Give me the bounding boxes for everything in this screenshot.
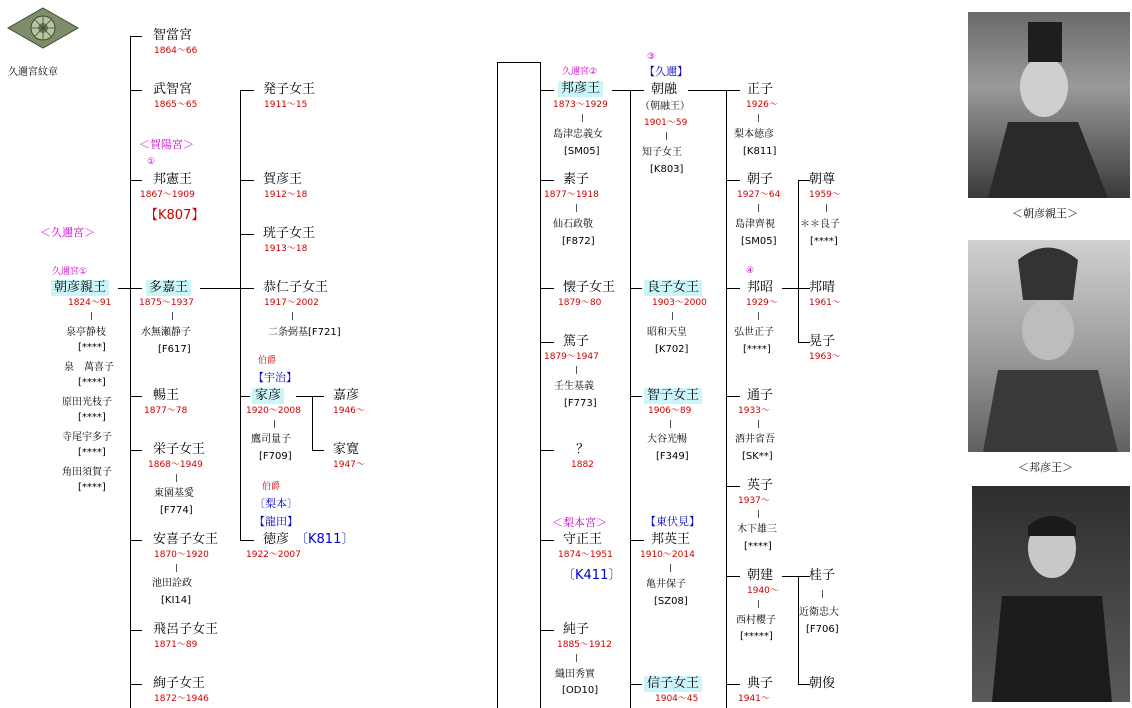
code-masako: [K811] (743, 146, 777, 157)
years-kuninori: 1867～1909 (140, 190, 195, 200)
person-asatake: 朝建 (747, 568, 774, 583)
person-akiko: 安喜子女王 (153, 532, 219, 547)
years-asahiko: 1824～91 (68, 298, 112, 308)
spouse-asako: 島津齊視 (735, 219, 775, 230)
consort-code: [****] (78, 412, 106, 423)
portrait-photo-unknown (972, 486, 1130, 702)
code-kuninori: 【K807】 (145, 208, 205, 223)
person-motoko: 素子 (563, 172, 590, 187)
person-ayako: 絢子女王 (153, 676, 206, 691)
consort-name: 原田光枝子 (62, 397, 112, 408)
code-kunihide: [SZ08] (654, 596, 688, 607)
years-takechi: 1865～65 (154, 100, 198, 110)
code-junko: [OD10] (562, 685, 599, 696)
person-hideko: 英子 (747, 478, 774, 493)
person-asako: 朝子 (747, 172, 774, 187)
person-yo: 暢王 (153, 388, 180, 403)
kuni3-number: ③ (647, 52, 656, 62)
years-yoshihiko: 1946～ (333, 406, 365, 416)
spouse-iehiko: 鷹司量子 (251, 434, 291, 445)
person-unknown: ？ (576, 442, 590, 457)
code-hideko: [****] (744, 541, 772, 552)
years-nagako: 1903～2000 (652, 298, 707, 308)
years-kuniyoshi: 1873～1929 (553, 100, 608, 110)
spouse-sakae: 東園基愛 (154, 488, 194, 499)
spouse-kyoniko: 二条弼基[F721] (268, 327, 341, 338)
person-kayahiko: 賀彦王 (263, 172, 303, 187)
consort-name: 寺尾宇多子 (62, 432, 112, 443)
spouse-kuniyoshi: 島津忠義女 (553, 129, 603, 140)
person-atsuko: 篤子 (563, 334, 590, 349)
kuni-number-label: 久邇宮① (52, 267, 88, 277)
person-kyoniko: 恭仁子女王 (263, 280, 329, 295)
trunk-line-asahiko (130, 36, 131, 708)
kuni-family-label: ＜久邇宮＞ (40, 226, 95, 239)
spouse-asatake: 西村櫻子 (736, 615, 776, 626)
person-kuniyoshi: 邦彦王 (558, 81, 603, 97)
years-ayako: 1872～1946 (154, 694, 209, 704)
person-nagako: 良子女王 (644, 280, 702, 296)
spouse-kuniaki: 弘世正子 (734, 327, 774, 338)
years-satoko: 1906～89 (648, 406, 692, 416)
crest-caption: 久邇宮紋章 (8, 67, 58, 78)
person-michiko: 通子 (747, 388, 774, 403)
years-akiko: 1870～1920 (154, 550, 209, 560)
person-satoko: 智子女王 (644, 388, 702, 404)
code-asaakira: [K803] (650, 164, 684, 175)
code-nagako: [K702] (655, 344, 689, 355)
photo-caption-kuniyoshi: ＜邦彦王＞ (1018, 461, 1073, 474)
years-hiroko: 1871～89 (154, 640, 198, 650)
years-junko: 1885～1912 (557, 640, 612, 650)
kaya-family-label: ＜賀陽宮＞ (139, 138, 194, 151)
tatsuta-label: 【龍田】 (254, 515, 298, 528)
consort-name: 角田須賀子 (62, 467, 112, 478)
branch-line-asaakira (726, 90, 727, 708)
years-kunihide: 1910～2014 (640, 550, 695, 560)
person-norihiko: 徳彦 (263, 532, 290, 547)
code-motoko: [F872] (562, 236, 595, 247)
person-hatsuko: 発子女王 (263, 82, 316, 97)
nashimoto-paren-label: 〔梨本〕 (254, 497, 298, 510)
photo-caption-asahiko: ＜朝彦親王＞ (1012, 207, 1078, 220)
years-tamako: 1913～18 (264, 244, 308, 254)
person-junko: 純子 (563, 622, 590, 637)
years-nobuko: 1904～45 (655, 694, 699, 704)
person-kuninori: 邦憲王 (153, 172, 193, 187)
portrait-photo-kuniyoshi (968, 240, 1130, 452)
hakushaku-label: 伯爵 (258, 356, 277, 366)
kaya-number-label: ① (147, 157, 156, 167)
years-iehiro: 1947～ (333, 460, 365, 470)
trunk-line-continued (497, 62, 498, 708)
person-takechi: 武智宮 (153, 82, 193, 97)
altname-asaakira: （朝融王） (640, 101, 690, 112)
consort-code: [****] (78, 377, 106, 388)
person-kunihide: 邦英王 (651, 532, 691, 547)
higashifushimi-label: 【東伏見】 (645, 515, 700, 528)
years-hideko: 1937～ (738, 496, 770, 506)
years-akiko-kuni: 1963～ (809, 352, 841, 362)
person-akiko-kuni: 晃子 (809, 334, 836, 349)
spouse-asataka: ＊＊良子 (800, 219, 840, 230)
nashimoto-family-label: ＜梨本宮＞ (552, 516, 607, 529)
years-yo: 1877～78 (144, 406, 188, 416)
spouse-satoko: 大谷光暢 (647, 434, 687, 445)
years-unknown: 1882 (571, 460, 594, 470)
years-norihiko: 1922～2007 (246, 550, 301, 560)
person-asatoshi: 朝俊 (809, 676, 836, 691)
years-kuniharu: 1961～ (809, 298, 841, 308)
person-kuniharu: 邦晴 (809, 280, 836, 295)
person-sakae: 栄子女王 (153, 442, 206, 457)
person-asaakira: 朝融 (651, 82, 678, 97)
person-yoshihiko: 嘉彦 (333, 388, 360, 403)
portrait-photo-asahiko (968, 12, 1130, 198)
spouse-atsuko: 壬生基義 (554, 381, 594, 392)
code-satoko: [F349] (656, 451, 689, 462)
uji-label: 【宇治】 (253, 371, 297, 384)
spouse-junko: 織田秀實 (555, 669, 595, 680)
spouse-kunihide: 亀井保子 (646, 579, 686, 590)
years-kuniaki: 1929～ (746, 298, 778, 308)
branch-line-kuniyoshi (630, 90, 631, 708)
consort-name: 泉 萬喜子 (64, 362, 114, 373)
consort-code: [****] (78, 342, 106, 353)
code-iehiko: [F709] (259, 451, 292, 462)
code-asako: [SM05] (741, 236, 777, 247)
person-nobuko: 信子女王 (644, 676, 702, 692)
person-keiko: 桂子 (809, 568, 836, 583)
spouse-michiko: 酒井省吾 (735, 434, 775, 445)
years-kayahiko: 1912～18 (264, 190, 308, 200)
years-morimasa: 1874～1951 (558, 550, 613, 560)
years-asataka: 1959～ (809, 190, 841, 200)
code-taka: [F617] (158, 344, 191, 355)
years-michiko: 1933～ (738, 406, 770, 416)
years-hatsuko: 1911～15 (264, 100, 308, 110)
years-sakae: 1868～1949 (148, 460, 203, 470)
kuni3-label: 【久邇】 (644, 65, 688, 78)
years-natsuko: 1879～80 (558, 298, 602, 308)
person-masako: 正子 (747, 82, 774, 97)
years-kyoniko: 1917～2002 (264, 298, 319, 308)
kuni2-label: 久邇宮② (562, 67, 598, 77)
code-sakae: [F774] (160, 505, 193, 516)
spouse-motoko: 仙石政敬 (553, 219, 593, 230)
spouse-nagako: 昭和天皇 (647, 327, 687, 338)
code-asataka: [****] (810, 236, 838, 247)
spouse-akiko: 池田詮政 (152, 578, 192, 589)
spouse-taka: 水無瀬静子 (141, 327, 191, 338)
spouse-keiko: 近衛忠大 (799, 607, 839, 618)
code-kuniaki: [****] (743, 344, 771, 355)
years-asaakira: 1901～59 (644, 118, 688, 128)
spouse-hideko: 木下雄三 (737, 524, 777, 535)
consort-code: [****] (78, 447, 106, 458)
years-asatake: 1940～ (747, 586, 779, 596)
person-iehiko: 家彦 (252, 388, 284, 404)
years-motoko: 1877～1918 (544, 190, 599, 200)
code-michiko: [SK**] (742, 451, 773, 462)
branch-line-taka (240, 90, 241, 540)
years-atsuko: 1879～1947 (544, 352, 599, 362)
crest-emblem (6, 6, 80, 50)
years-iehiko: 1920～2008 (246, 406, 301, 416)
trunk-line-col5 (540, 62, 541, 708)
code-keiko: [F706] (806, 624, 839, 635)
person-tamako: 珖子女王 (263, 226, 316, 241)
person-morimasa: 守正王 (563, 532, 603, 547)
spouse-masako: 梨本徳彦 (734, 129, 774, 140)
person-taka: 多嘉王 (146, 280, 191, 296)
person-iehiro: 家寛 (333, 442, 360, 457)
person-asahiko: 朝彦親王 (51, 280, 109, 296)
code-kuniyoshi: [SM05] (564, 146, 600, 157)
years-asako: 1927～64 (737, 190, 781, 200)
years-taka: 1875～1937 (139, 298, 194, 308)
spouse-asaakira: 知子女王 (642, 147, 682, 158)
person-kuniaki: 邦昭 (747, 280, 774, 295)
person-asataka: 朝尊 (809, 172, 836, 187)
code-morimasa: 〔K411〕 (562, 568, 622, 583)
person-hiroko: 飛呂子女王 (153, 622, 219, 637)
years-noriko: 1941～ (738, 694, 770, 704)
hakushaku-label: 伯爵 (262, 482, 281, 492)
code-asatake: [*****] (740, 631, 773, 642)
consort-name: 泉亭静枝 (66, 327, 106, 338)
person-noriko: 典子 (747, 676, 774, 691)
years-masako: 1926～ (746, 100, 778, 110)
code-atsuko: [F773] (564, 398, 597, 409)
code-akiko: [KI14] (161, 595, 192, 606)
kuni4-number: ④ (746, 266, 755, 276)
person-chisato: 智當宮 (153, 28, 193, 43)
consort-code: [****] (78, 482, 106, 493)
code-norihiko: 〔K811〕 (295, 532, 355, 547)
years-chisato: 1864～66 (154, 46, 198, 56)
person-natsuko: 懐子女王 (563, 280, 616, 295)
